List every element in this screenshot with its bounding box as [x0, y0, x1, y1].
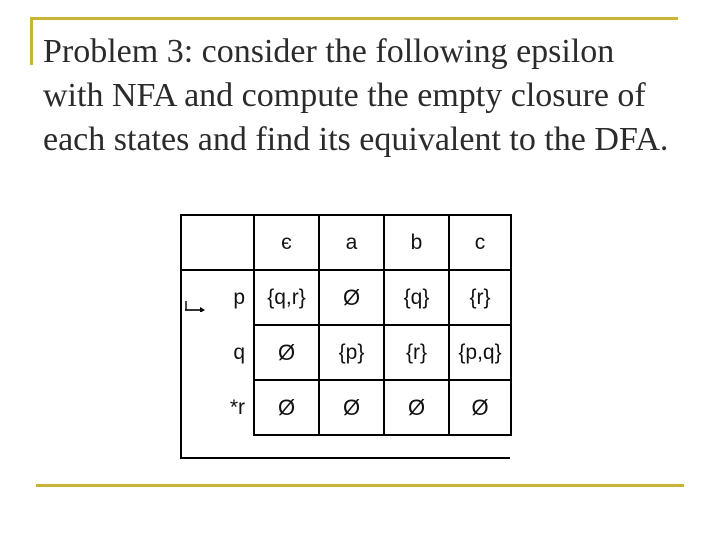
left-rule [30, 17, 33, 65]
table-row [180, 380, 511, 435]
header-corner [180, 215, 254, 270]
header-c: c [449, 215, 511, 270]
cell: {r} [449, 270, 511, 325]
cell: Ø [319, 380, 384, 435]
cell: {q} [384, 270, 449, 325]
cell: {p,q} [449, 325, 511, 380]
state-label: p [180, 270, 254, 325]
top-rule [30, 17, 678, 20]
transition-table [180, 214, 512, 436]
cell: {r} [384, 325, 449, 380]
start-state-arrow-icon [184, 298, 206, 312]
cell: Ø [319, 270, 384, 325]
cell: {q,r} [254, 270, 319, 325]
header-epsilon: є [254, 215, 319, 270]
table-row [180, 270, 511, 325]
state-label: q [180, 325, 254, 380]
cell: Ø [254, 325, 319, 380]
table-row [180, 325, 511, 380]
cell: {p} [319, 325, 384, 380]
slide-title: Problem 3: consider the following epsilon with NFA and compute the empty closure of each states and find its equivalent to the DFA. [43, 33, 669, 158]
bottom-rule [36, 484, 684, 487]
cell: Ø [384, 380, 449, 435]
state-label: *r [180, 380, 254, 435]
header-b: b [384, 215, 449, 270]
cell: Ø [254, 380, 319, 435]
header-a: a [319, 215, 384, 270]
cell: Ø [449, 380, 511, 435]
header-row [180, 215, 511, 270]
